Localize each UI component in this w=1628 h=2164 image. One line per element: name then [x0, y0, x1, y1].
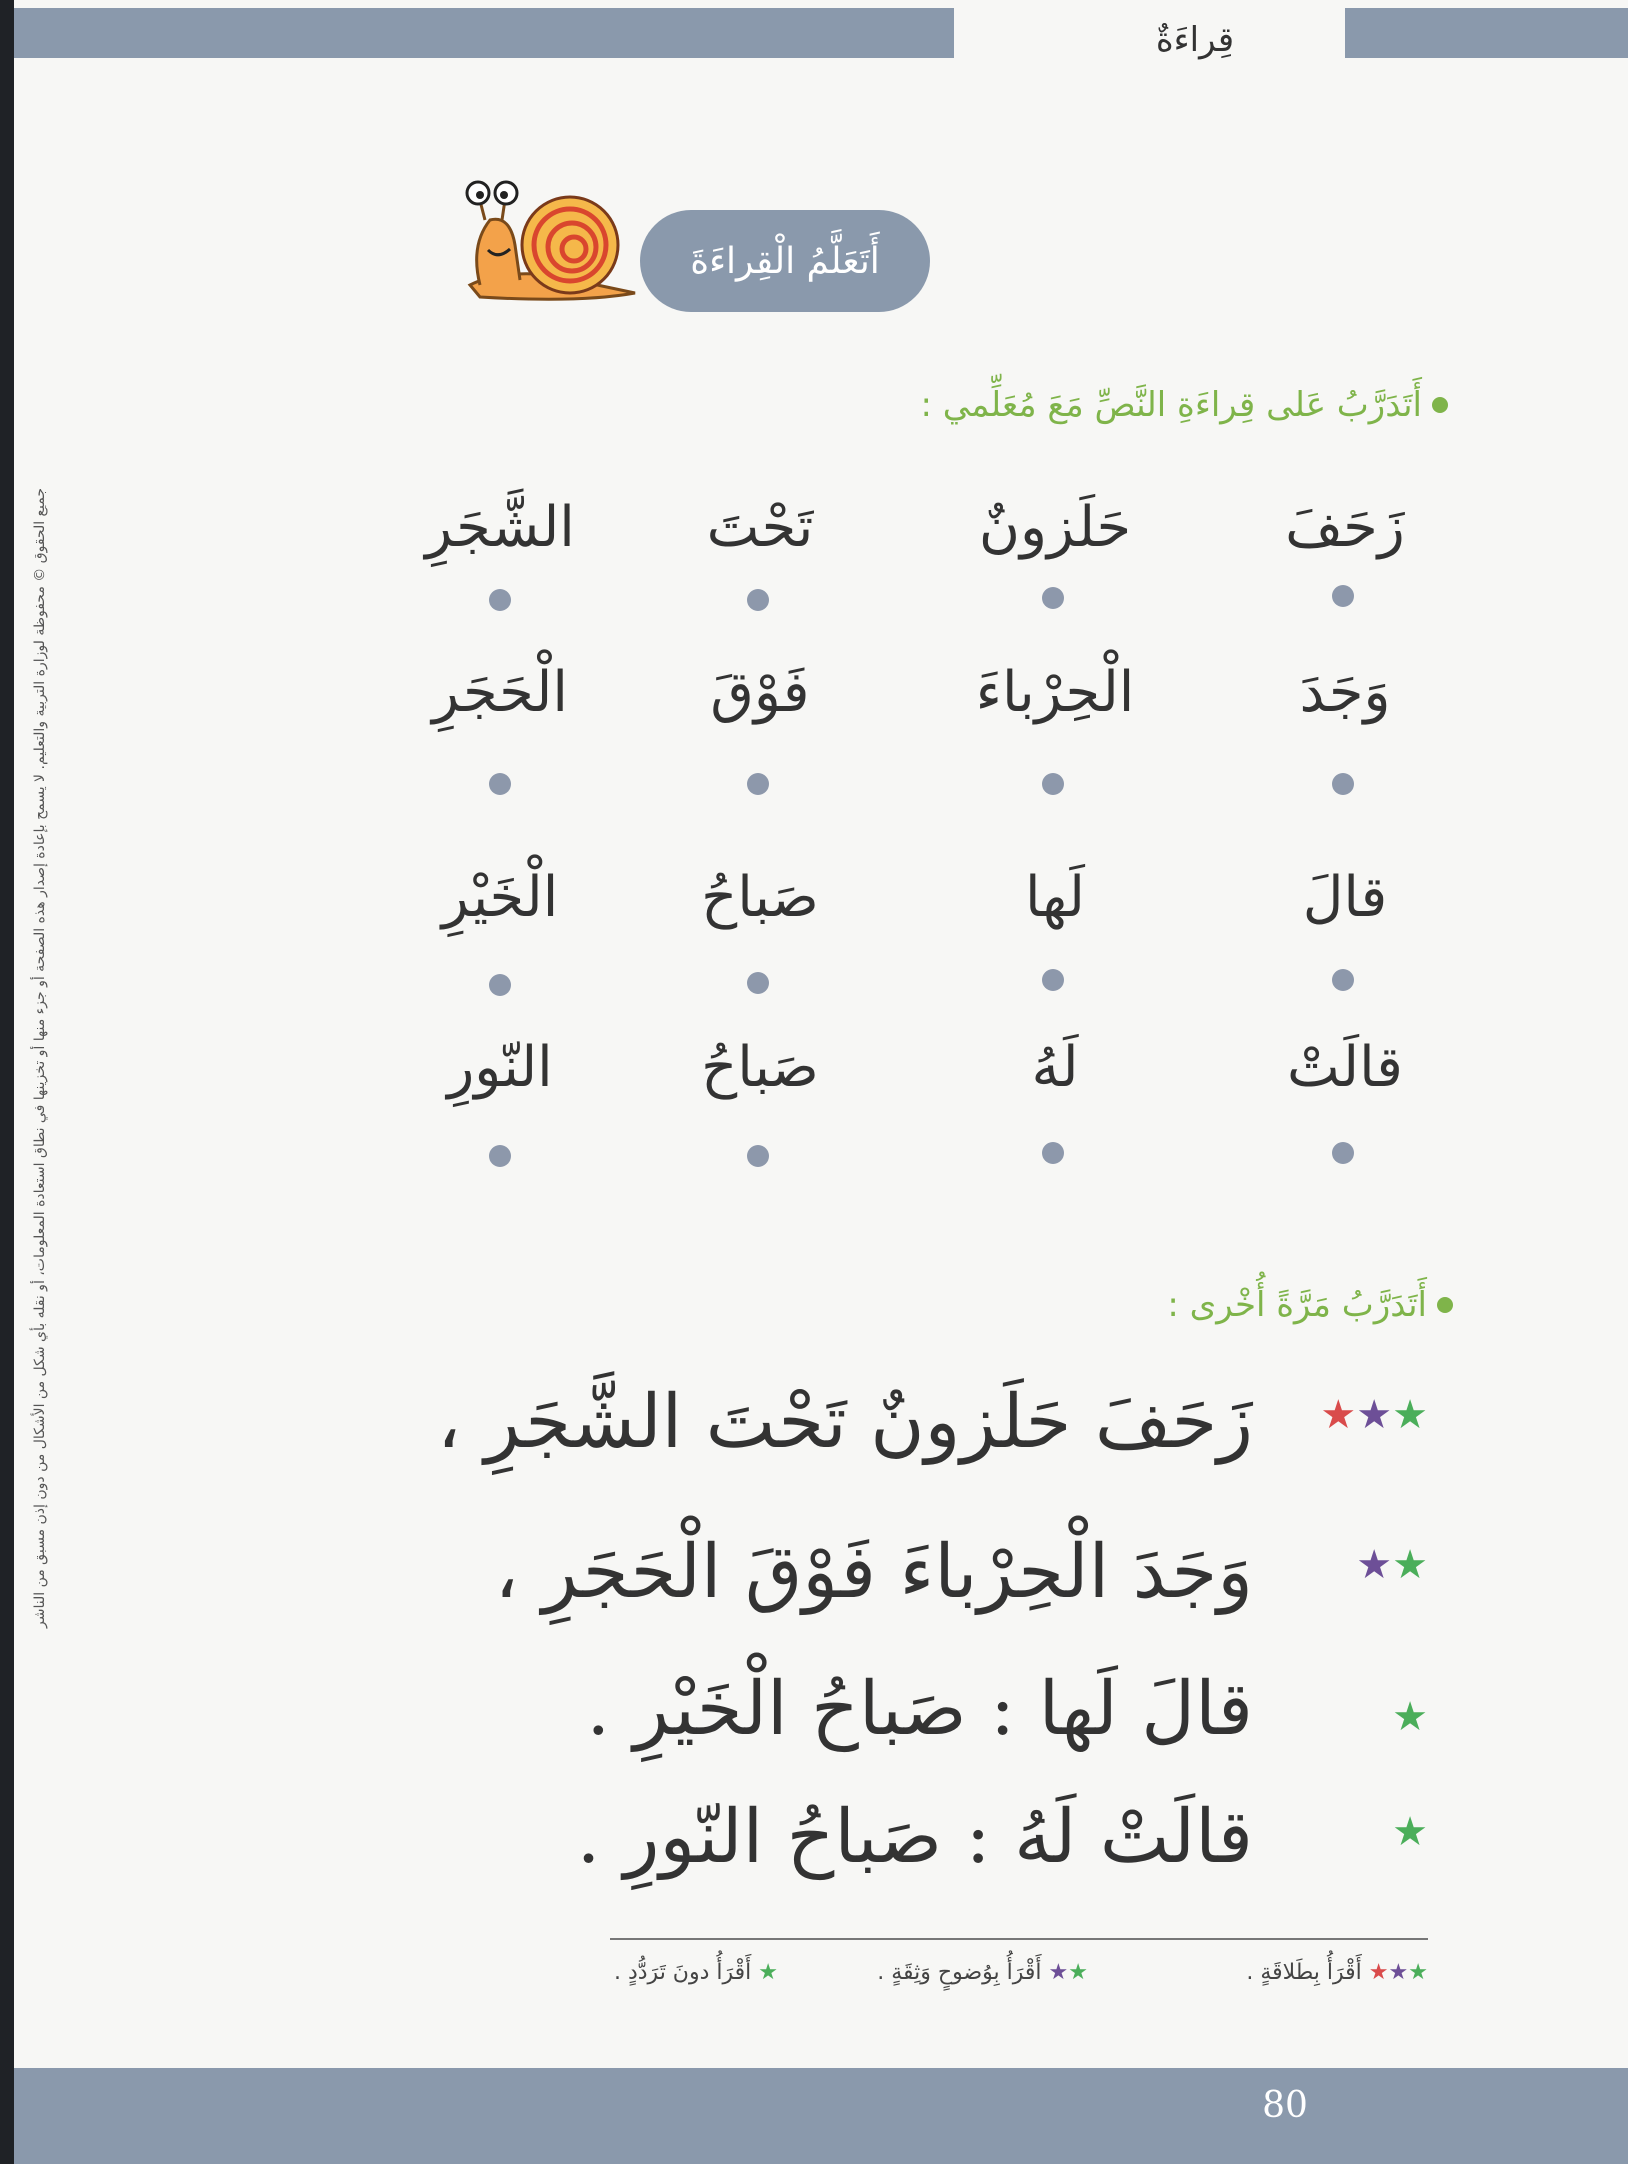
word: الشَّجَرِ: [425, 495, 575, 560]
instruction-text: أَتَدَرَّبُ مَرَّةً أُخْرى :: [1167, 1285, 1427, 1325]
two-star-rating: [1356, 1542, 1428, 1588]
star-icon: ★: [1392, 1392, 1428, 1438]
star-icon: ★: [1388, 1960, 1409, 1985]
footer-band: [14, 2068, 1628, 2164]
reading-dot: [1332, 1142, 1354, 1164]
word: لَها: [1025, 865, 1085, 930]
sentence: زَحَفَ حَلَزونٌ تَحْتَ الشَّجَرِ ،: [437, 1379, 1253, 1465]
reading-dot: [489, 974, 511, 996]
reading-dot: [1042, 587, 1064, 609]
word: وَجَدَ: [1299, 660, 1391, 725]
three-star-rating: [1320, 1392, 1428, 1438]
reading-dot: [1042, 969, 1064, 991]
bullet-icon: [1437, 1297, 1453, 1313]
word: الْحِرْباءَ: [975, 660, 1135, 725]
legend-text: أَقْرَأُ بِطَلاقَةٍ .: [1246, 1960, 1362, 1985]
word: فَوْقَ: [710, 660, 810, 725]
star-icon: ★: [1320, 1392, 1357, 1438]
star-icon: ★: [1356, 1392, 1393, 1438]
lesson-title-pill: أَتَعَلَّمُ الْقِراءَةَ: [640, 210, 930, 312]
bullet-icon: [1432, 397, 1448, 413]
word: قالَ: [1302, 865, 1388, 930]
star-icon: ★: [1408, 1960, 1428, 1985]
star-icon: ★: [1048, 1960, 1069, 1985]
reading-dot: [1332, 969, 1354, 991]
reading-dot: [489, 1145, 511, 1167]
legend-text: أَقْرَأُ دونَ تَرَدُّدٍ .: [613, 1960, 752, 1985]
reading-dot: [489, 773, 511, 795]
legend-divider: [610, 1938, 1428, 1940]
reading-dot: [1332, 585, 1354, 607]
star-icon: ★: [1068, 1960, 1088, 1985]
word: النّورِ: [447, 1035, 553, 1100]
instruction-text: أَتَدَرَّبُ عَلى قِراءَةِ النَّصِّ مَعَ مُعَلِّمي :: [920, 385, 1422, 425]
legend-one-star: [614, 1960, 778, 1985]
reading-dot: [747, 972, 769, 994]
instruction-practice-with-teacher: [920, 385, 1448, 425]
word: الْحَجَرِ: [432, 660, 568, 725]
one-star-rating: [1392, 1694, 1428, 1740]
instruction-practice-again: [1167, 1285, 1453, 1325]
star-icon: ★: [1392, 1542, 1428, 1588]
reading-dot: [747, 773, 769, 795]
reading-dot: [1332, 773, 1354, 795]
word: لَهُ: [1031, 1035, 1079, 1100]
sentence: قالَ لَها : صَباحُ الْخَيْرِ .: [586, 1666, 1253, 1752]
star-icon: ★: [1368, 1960, 1389, 1985]
word: حَلَزونٌ: [978, 495, 1132, 560]
legend-three-stars: [1246, 1960, 1428, 1985]
star-icon: ★: [758, 1960, 778, 1985]
sentence: قالَتْ لَهُ : صَباحُ النّورِ .: [576, 1794, 1253, 1880]
snail-icon: [460, 175, 640, 305]
star-icon: ★: [1392, 1694, 1428, 1740]
star-icon: ★: [1356, 1542, 1393, 1588]
word: الْخَيْرِ: [441, 865, 559, 930]
legend-two-stars: [877, 1960, 1088, 1985]
reading-dot: [747, 589, 769, 611]
header-band-left: [14, 8, 954, 58]
page-edge: [0, 0, 14, 2164]
star-icon: ★: [1392, 1809, 1428, 1855]
one-star-rating: [1392, 1809, 1428, 1855]
word: صَباحُ: [701, 1035, 819, 1100]
page-number: 80: [1262, 2085, 1308, 2126]
sentence: وَجَدَ الْحِرْباءَ فَوْقَ الْحَجَرِ ،: [494, 1529, 1253, 1615]
reading-dot: [489, 589, 511, 611]
word: قالَتْ: [1287, 1035, 1403, 1100]
reading-dot: [1042, 773, 1064, 795]
copyright-note: جميع الحقوق © محفوظة لوزارة التربية والتعليم. لا يسمح بإعادة إصدار هذه الصفحة أو جزء منها أو تخزينها في نطاق استعادة المعلومات، أو نقله بأي شكل من الأشكال من دون إذن مسبق من الناشر: [32, 488, 48, 1628]
word: صَباحُ: [701, 865, 819, 930]
header-band-right: [1345, 8, 1628, 58]
word: زَحَفَ: [1285, 495, 1405, 560]
word: تَحْتَ: [706, 495, 814, 560]
legend-text: أَقْرَأُ بِوُضوحٍ وَثِقَةٍ .: [877, 1960, 1042, 1985]
reading-dot: [747, 1145, 769, 1167]
reading-dot: [1042, 1142, 1064, 1164]
section-title: قِراءَةٌ: [1155, 20, 1235, 60]
